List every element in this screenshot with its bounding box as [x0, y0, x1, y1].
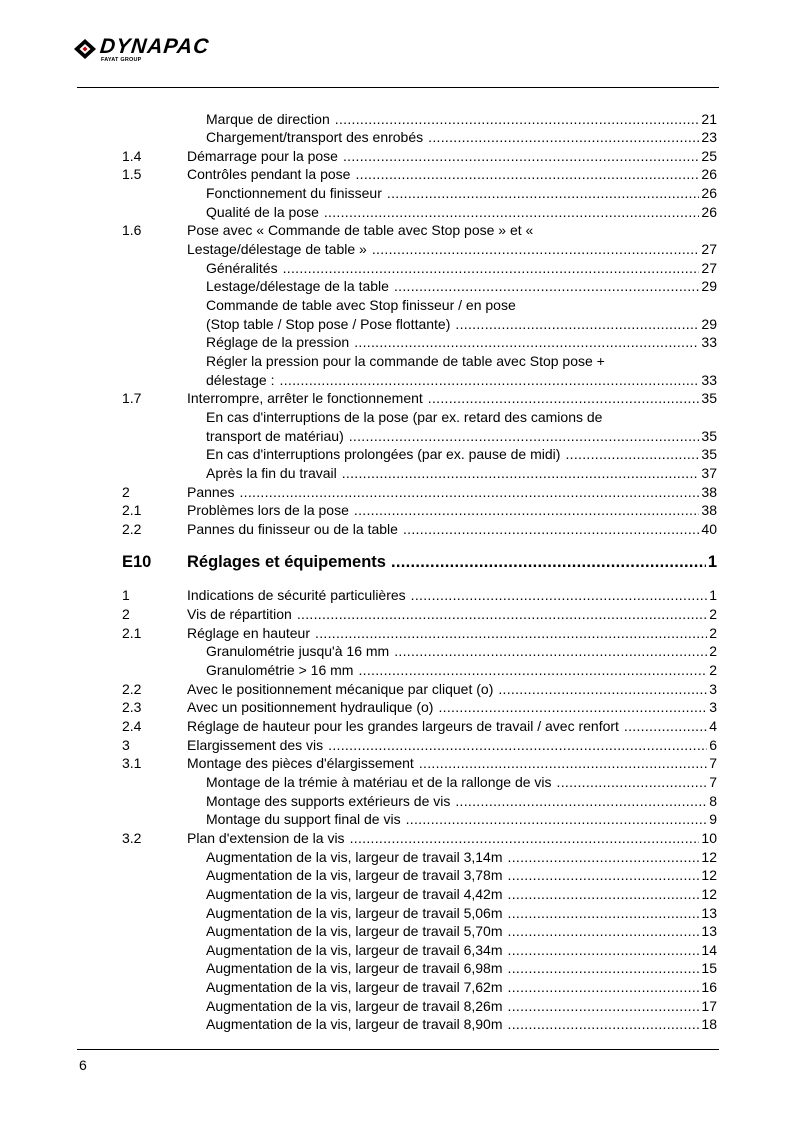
dot-leader	[350, 829, 700, 848]
toc-entry-title: Granulométrie jusqu'à 16 mm	[206, 643, 390, 660]
toc-entry-page: 35	[701, 390, 717, 407]
toc-entry	[0, 959, 793, 978]
toc-entry-page: 33	[701, 371, 717, 388]
toc-entry	[0, 754, 793, 773]
toc-entry-number: 2	[122, 483, 130, 500]
toc-entry-page: 35	[701, 427, 717, 444]
toc-entry	[0, 501, 793, 520]
toc-entry-page: 17	[701, 997, 717, 1014]
dot-leader	[283, 259, 700, 278]
toc-entry	[0, 586, 793, 605]
toc-entry	[0, 717, 793, 736]
toc-entry-title: Réglage de la pression	[206, 334, 350, 351]
toc-entry-page: 29	[701, 315, 717, 332]
toc-entry-page: 27	[701, 259, 717, 276]
toc-entry-page: 33	[701, 334, 717, 351]
toc-entry-page: 6	[709, 736, 717, 753]
brand-tagline: FAYAT GROUP	[101, 57, 142, 63]
dot-leader	[565, 445, 699, 464]
toc-entry-page: 21	[701, 110, 717, 127]
toc-entry-page: 26	[701, 203, 717, 220]
dot-leader	[508, 922, 700, 941]
dot-leader	[508, 1015, 700, 1034]
toc-entry-page: 1	[709, 587, 717, 604]
toc-entry-page: 14	[701, 941, 717, 958]
toc-entry	[0, 829, 793, 848]
toc-entry-title: Pannes du finisseur ou de la table	[187, 520, 398, 537]
dot-leader	[428, 389, 700, 408]
toc-entry-title: Augmentation de la vis, largeur de travail 6,98m	[206, 960, 503, 977]
toc-entry-page: 3	[709, 680, 717, 697]
dot-leader	[406, 810, 708, 829]
toc-entry-page: 25	[701, 147, 717, 164]
dot-leader	[297, 605, 707, 624]
dot-leader	[508, 959, 700, 978]
toc-entry-number: 2	[122, 606, 130, 623]
toc-entry-page: 2	[709, 606, 717, 623]
toc-entry	[0, 464, 793, 483]
footer-rule	[77, 1049, 719, 1050]
dot-leader	[394, 277, 699, 296]
toc-entry-page: 9	[709, 811, 717, 828]
toc-entry-title: Problèmes lors de la pose	[187, 502, 349, 519]
toc-entry	[0, 978, 793, 997]
toc-entry	[0, 333, 793, 352]
dot-leader	[557, 773, 708, 792]
toc-entry-title: Fonctionnement du finisseur	[206, 185, 382, 202]
dot-leader	[315, 624, 707, 643]
dot-leader	[358, 661, 707, 680]
toc-entry-page: 2	[709, 624, 717, 641]
toc-entry	[0, 389, 793, 408]
toc-entry-page: 1	[707, 553, 717, 572]
toc-entry	[0, 997, 793, 1016]
toc-entry	[0, 885, 793, 904]
toc-entry	[0, 661, 793, 680]
dot-leader	[239, 483, 699, 502]
toc-entry-page: 2	[709, 662, 717, 679]
toc-entry-number: 1.4	[122, 147, 142, 164]
toc-entry-page: 40	[701, 520, 717, 537]
toc-entry-title: Augmentation de la vis, largeur de travail 4,42m	[206, 885, 503, 902]
toc-entry-number: 2.4	[122, 718, 142, 734]
dynapac-diamond-icon	[74, 38, 98, 60]
toc-entry-title: En cas d'interruptions prolongées (par ex. pause de midi)	[206, 446, 561, 463]
toc-entry	[0, 184, 793, 203]
toc-entry	[0, 427, 793, 446]
dot-leader	[428, 128, 699, 147]
toc-entry-number: 1.5	[122, 166, 142, 183]
brand-name: DYNAPAC	[98, 35, 211, 58]
dot-leader	[387, 184, 700, 203]
toc-entry-title: Plan d'extension de la vis	[187, 829, 345, 846]
toc-entry-page: 12	[701, 867, 717, 884]
toc-entry	[0, 941, 793, 960]
toc-entry-number: 2.3	[122, 699, 142, 716]
dot-leader	[508, 941, 700, 960]
toc-entry-number: E10	[122, 553, 152, 572]
toc-entry-number: 2.2	[122, 520, 142, 537]
toc-entry	[0, 520, 793, 539]
toc-entry	[0, 147, 793, 166]
toc-entry-title: Augmentation de la vis, largeur de travail 3,78m	[206, 867, 503, 884]
toc-entry-title: Chargement/transport des enrobés	[206, 129, 424, 146]
dot-leader	[342, 464, 700, 483]
toc-entry	[0, 736, 793, 755]
toc-entry	[0, 680, 793, 699]
toc-entry-page: 3	[709, 699, 717, 716]
toc-entry-number: 1.6	[122, 222, 142, 239]
toc-entry-title: Augmentation de la vis, largeur de travail 7,62m	[206, 979, 503, 996]
dot-leader	[508, 866, 700, 885]
dot-leader	[508, 885, 700, 904]
toc-entry	[0, 371, 793, 390]
toc-entry-number: 1	[122, 587, 130, 604]
toc-entry-page: 15	[701, 960, 717, 977]
toc-entry-title: Lestage/délestage de la table	[206, 278, 389, 295]
toc-entry-title: transport de matériau)	[206, 427, 344, 444]
toc-section-heading	[0, 550, 793, 574]
toc-entry-title: Montage du support final de vis	[206, 811, 401, 828]
toc-entry-page: 29	[701, 278, 717, 295]
toc-entry	[0, 866, 793, 885]
toc-entry-number: 3.1	[122, 755, 142, 772]
toc-entry-title: Avec le positionnement mécanique par cliquet (o)	[187, 680, 494, 697]
dot-leader	[354, 501, 700, 520]
toc-entry-number: 1.7	[122, 390, 142, 407]
dot-leader	[335, 110, 700, 129]
toc-entry-title: Augmentation de la vis, largeur de travail 5,06m	[206, 904, 503, 921]
toc-entry	[0, 922, 793, 941]
toc-entry-title: Augmentation de la vis, largeur de travail 3,14m	[206, 848, 503, 865]
toc-entry-title: Généralités	[206, 259, 278, 276]
toc-entry	[0, 792, 793, 811]
toc-entry-title: Lestage/délestage de table »	[187, 241, 367, 258]
toc-entry	[0, 408, 793, 427]
toc-entry-title: Montage des supports extérieurs de vis	[206, 792, 451, 809]
page-number: 6	[79, 1057, 87, 1073]
toc-entry-title: Régler la pression pour la commande de table avec Stop pose +	[206, 352, 605, 369]
toc-entry-title: Démarrage pour la pose	[187, 147, 338, 164]
toc-entry-title: Pose avec « Commande de table avec Stop pose » et «	[187, 222, 534, 239]
dot-leader	[411, 586, 708, 605]
toc-entry-title: Augmentation de la vis, largeur de travail 6,34m	[206, 941, 503, 958]
toc-entry-title: Vis de répartition	[187, 606, 292, 623]
toc-entry-title: Après la fin du travail	[206, 464, 337, 481]
toc-entry	[0, 698, 793, 717]
toc-entry-page: 26	[701, 166, 717, 183]
toc-entry	[0, 904, 793, 923]
toc-entry	[0, 483, 793, 502]
toc-entry-page: 2	[709, 643, 717, 660]
toc-entry	[0, 605, 793, 624]
toc-entry-number: 2.1	[122, 502, 142, 519]
toc-entry-number: 3	[122, 736, 130, 753]
toc-entry-page: 7	[709, 755, 717, 772]
dot-leader	[403, 520, 699, 539]
toc-entry-title: Pannes	[187, 483, 235, 500]
dot-leader	[372, 240, 700, 259]
toc-entry-title: Montage des pièces d'élargissement	[187, 755, 414, 772]
header-rule	[77, 87, 719, 88]
dot-leader	[280, 371, 700, 390]
toc-entry-title: Réglage de hauteur pour les grandes largeurs de travail / avec renfort	[187, 718, 619, 734]
toc-entry-page: 27	[701, 241, 717, 258]
toc-entry	[0, 773, 793, 792]
toc-entry-title: Montage de la trémie à matériau et de la rallonge de vis	[206, 773, 552, 790]
toc-entry	[0, 1015, 793, 1034]
toc-entry-title: Augmentation de la vis, largeur de travail 8,26m	[206, 997, 503, 1014]
dot-leader	[394, 642, 707, 661]
dot-leader	[355, 165, 699, 184]
dot-leader	[391, 550, 706, 574]
toc-entry	[0, 848, 793, 867]
dot-leader	[624, 717, 707, 736]
dot-leader	[455, 792, 707, 811]
toc-entry-page: 37	[701, 464, 717, 481]
toc-entry	[0, 240, 793, 259]
toc-entry-page: 13	[701, 923, 717, 940]
toc-entry	[0, 203, 793, 222]
dot-leader	[508, 978, 700, 997]
toc-entry	[0, 110, 793, 129]
toc-entry-page: 10	[701, 829, 717, 846]
toc-entry	[0, 315, 793, 334]
dot-leader	[324, 203, 700, 222]
toc-entry	[0, 221, 793, 240]
toc-entry-title: Elargissement des vis	[187, 736, 324, 753]
toc-entry	[0, 352, 793, 371]
toc-entry-page: 23	[701, 129, 717, 146]
toc-entry-title: Granulométrie > 16 mm	[206, 662, 354, 679]
toc-entry-title: Interrompre, arrêter le fonctionnement	[187, 390, 423, 407]
toc-entry-title: Indications de sécurité particulières	[187, 587, 406, 604]
dot-leader	[328, 736, 707, 755]
toc-entry-title: Réglage en hauteur	[187, 624, 310, 641]
toc-entry	[0, 810, 793, 829]
dynapac-logo	[74, 36, 274, 70]
toc-entry-page: 38	[701, 502, 717, 519]
toc-entry-page: 12	[701, 885, 717, 902]
toc-entry-title: Avec un positionnement hydraulique (o)	[187, 699, 434, 716]
toc-entry	[0, 624, 793, 643]
dot-leader	[354, 333, 699, 352]
toc-entry-title: Marque de direction	[206, 110, 330, 127]
toc-entry	[0, 642, 793, 661]
toc-entry-page: 35	[701, 446, 717, 463]
toc-entry-page: 26	[701, 185, 717, 202]
toc-entry-page: 7	[709, 773, 717, 790]
toc-entry-page: 18	[701, 1016, 717, 1033]
dot-leader	[343, 147, 699, 166]
toc-entry	[0, 128, 793, 147]
toc-entry-page: 8	[709, 792, 717, 809]
dot-leader	[419, 754, 707, 773]
dot-leader	[508, 848, 700, 867]
toc-entry-page: 16	[701, 979, 717, 996]
toc-entry-page: 38	[701, 483, 717, 500]
toc-entry-number: 2.1	[122, 624, 142, 641]
toc-entry-page: 13	[701, 904, 717, 921]
dot-leader	[438, 698, 707, 717]
toc-entry	[0, 296, 793, 315]
toc-entry-title: Réglages et équipements	[187, 553, 386, 572]
toc-entry	[0, 259, 793, 278]
toc-entry-title: Augmentation de la vis, largeur de travail 5,70m	[206, 923, 503, 940]
toc-entry	[0, 165, 793, 184]
toc-entry-page: 4	[709, 718, 717, 734]
toc-entry-page: 12	[701, 848, 717, 865]
toc-entry-title: (Stop table / Stop pose / Pose flottante)	[206, 315, 451, 332]
toc-entry-title: Augmentation de la vis, largeur de travail 8,90m	[206, 1016, 503, 1033]
dot-leader	[498, 680, 707, 699]
dot-leader	[349, 427, 700, 446]
toc-entry-title: Contrôles pendant la pose	[187, 166, 351, 183]
toc-entry-title: En cas d'interruptions de la pose (par ex. retard des camions de	[206, 408, 603, 425]
toc-entry-number: 3.2	[122, 829, 142, 846]
dot-leader	[508, 997, 700, 1016]
toc-entry-number: 2.2	[122, 680, 142, 697]
toc-entry	[0, 277, 793, 296]
toc-entry-title: délestage :	[206, 371, 275, 388]
toc-entry-title: Qualité de la pose	[206, 203, 319, 220]
toc-entry	[0, 445, 793, 464]
toc-entry-title: Commande de table avec Stop finisseur / en pose	[206, 297, 516, 313]
dot-leader	[508, 904, 700, 923]
dot-leader	[455, 315, 699, 334]
